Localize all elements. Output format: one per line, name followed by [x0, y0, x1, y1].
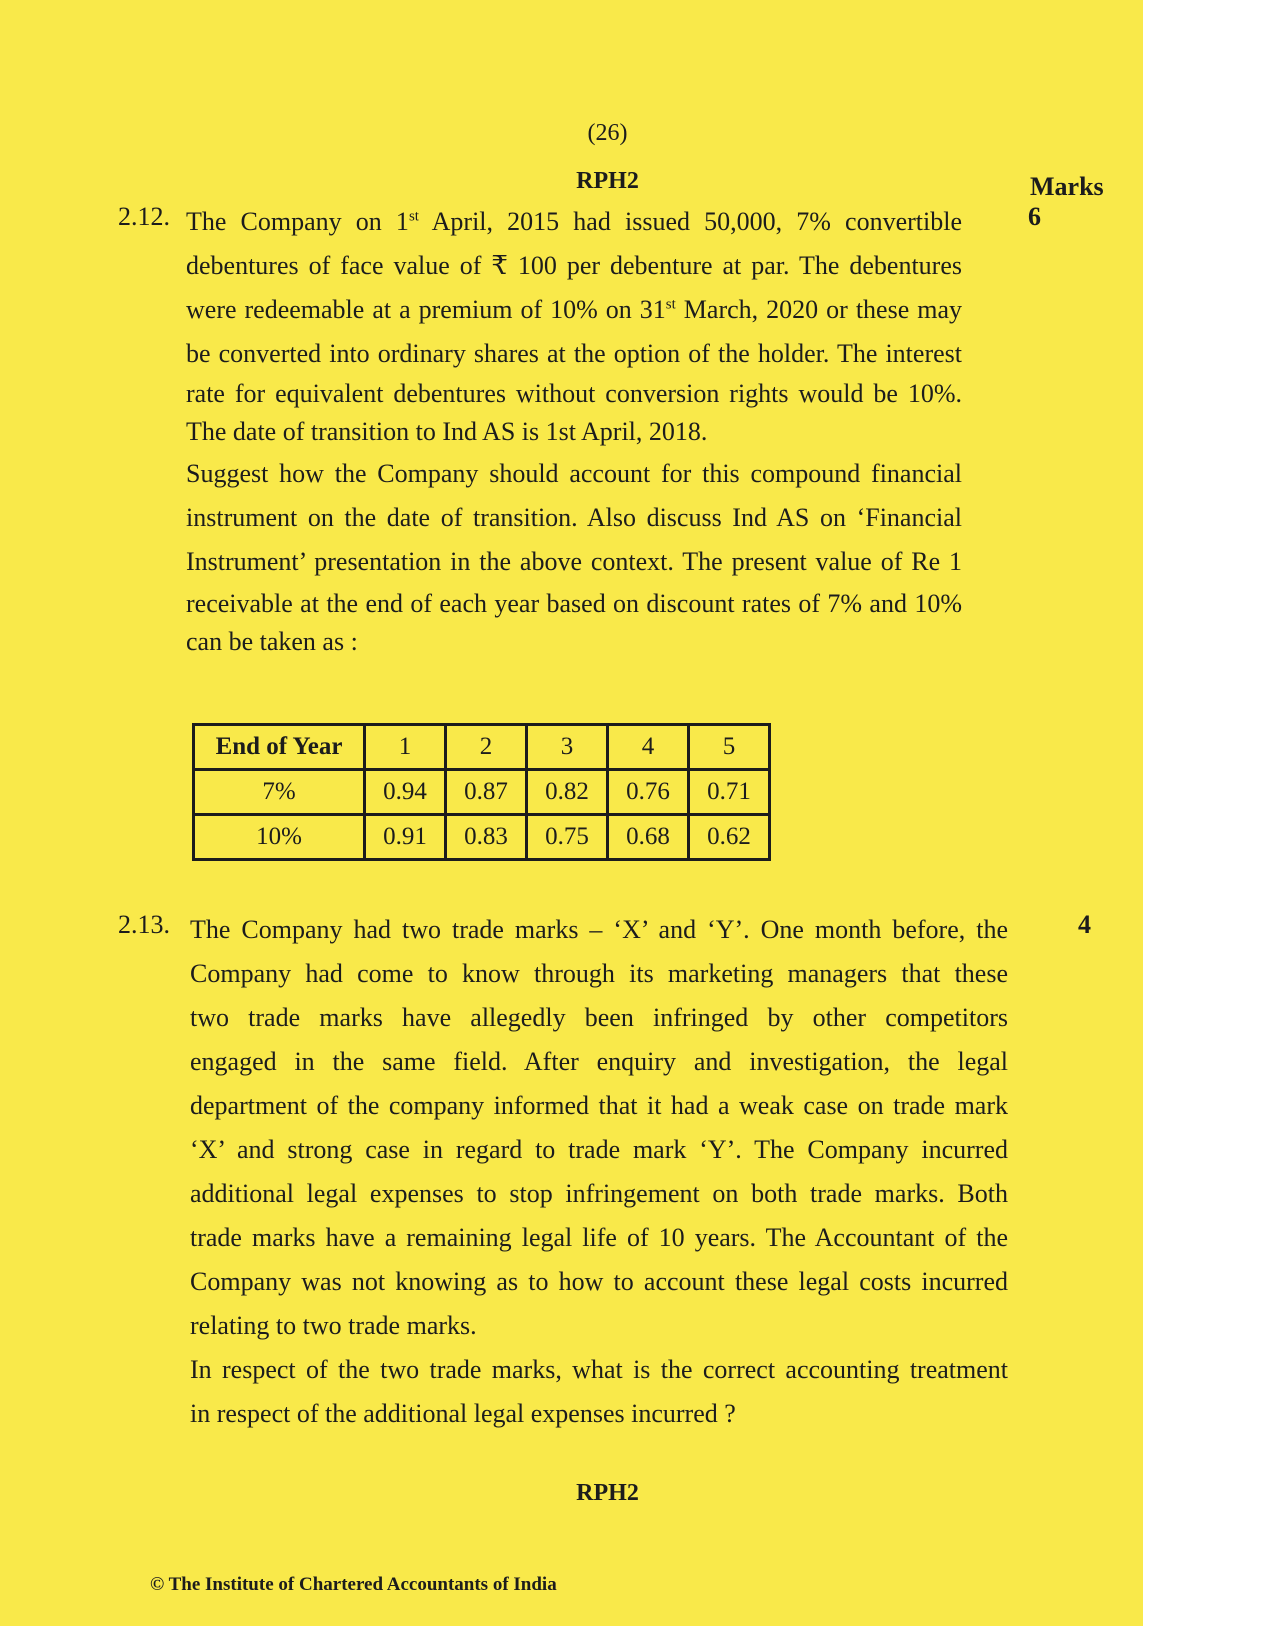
question-marks-2-12: 6 [1028, 202, 1041, 231]
table-row [194, 770, 770, 815]
text-line: Company had come to know through its marketing managers that these [190, 959, 1008, 988]
table-cell: 0.87 [446, 770, 527, 815]
table-cell: 0.62 [689, 815, 770, 860]
text-line: be converted into ordinary shares at the option of the holder. The interest [186, 339, 962, 368]
text-line: receivable at the end of each year based on discount rates of 7% and 10% [186, 589, 962, 618]
table-cell: 3 [527, 725, 608, 770]
question-number-2-12: 2.12. [118, 202, 170, 231]
table-cell: 7% [194, 770, 365, 815]
table-cell: 0.94 [365, 770, 446, 815]
copyright-footer: © The Institute of Chartered Accountants of India [150, 1574, 557, 1595]
table-cell: 4 [608, 725, 689, 770]
text-line: debentures of face value of ₹ 100 per debenture at par. The debentures [186, 251, 962, 280]
text-line: The date of transition to Ind AS is 1st April, 2018. [186, 417, 708, 446]
table-row [194, 815, 770, 860]
question-text-2-13 [190, 908, 1008, 1436]
text-line: department of the company informed that it had a weak case on trade mark [190, 1091, 1008, 1120]
text-line: rate for equivalent debentures without conversion rights would be 10%. [186, 379, 962, 408]
paper-code-footer: RPH2 [576, 1480, 639, 1506]
table-cell: 0.91 [365, 815, 446, 860]
text-line: in respect of the additional legal expenses incurred ? [190, 1399, 736, 1428]
table-cell: 0.68 [608, 815, 689, 860]
text-line: additional legal expenses to stop infringement on both trade marks. Both [190, 1179, 1008, 1208]
text-line: In respect of the two trade marks, what is the correct accounting treatment [190, 1355, 1008, 1384]
table-cell: 0.76 [608, 770, 689, 815]
text-line: were redeemable at a premium of 10% on 31st March, 2020 or these may [186, 295, 963, 324]
present-value-table [192, 723, 771, 861]
question-number-2-13: 2.13. [118, 910, 170, 939]
text-line: instrument on the date of transition. Also discuss Ind AS on ‘Financial [186, 503, 962, 532]
text-line: trade marks have a remaining legal life of 10 years. The Accountant of the [190, 1223, 1008, 1252]
table-cell: End of Year [194, 725, 365, 770]
question-text-2-12 [186, 200, 962, 660]
table-cell: 0.83 [446, 815, 527, 860]
text-line: engaged in the same field. After enquiry and investigation, the legal [190, 1047, 1008, 1076]
text-line: Company was not knowing as to how to account these legal costs incurred [190, 1267, 1008, 1296]
text-line: Instrument’ presentation in the above context. The present value of Re 1 [186, 547, 962, 576]
text-line: The Company had two trade marks – ‘X’ and ‘Y’. One month before, the [190, 915, 1008, 944]
text-line: can be taken as : [186, 627, 358, 656]
marks-column-header: Marks [1030, 172, 1104, 201]
table-cell: 0.71 [689, 770, 770, 815]
question-marks-2-13: 4 [1078, 910, 1091, 939]
table-cell: 0.82 [527, 770, 608, 815]
table-cell: 10% [194, 815, 365, 860]
text-line: Suggest how the Company should account for this compound financial [186, 459, 962, 488]
table-cell: 2 [446, 725, 527, 770]
paper-code-header: RPH2 [576, 168, 639, 194]
text-line: ‘X’ and strong case in regard to trade mark ‘Y’. The Company incurred [190, 1135, 1008, 1164]
text-line: two trade marks have allegedly been infringed by other competitors [190, 1003, 1008, 1032]
table-cell: 5 [689, 725, 770, 770]
table-cell: 1 [365, 725, 446, 770]
table-cell: 0.75 [527, 815, 608, 860]
text-line: relating to two trade marks. [190, 1311, 477, 1340]
text-line: The Company on 1st April, 2015 had issued 50,000, 7% convertible [186, 207, 962, 236]
table-header-row [194, 725, 770, 770]
page-number: (26) [587, 120, 628, 146]
